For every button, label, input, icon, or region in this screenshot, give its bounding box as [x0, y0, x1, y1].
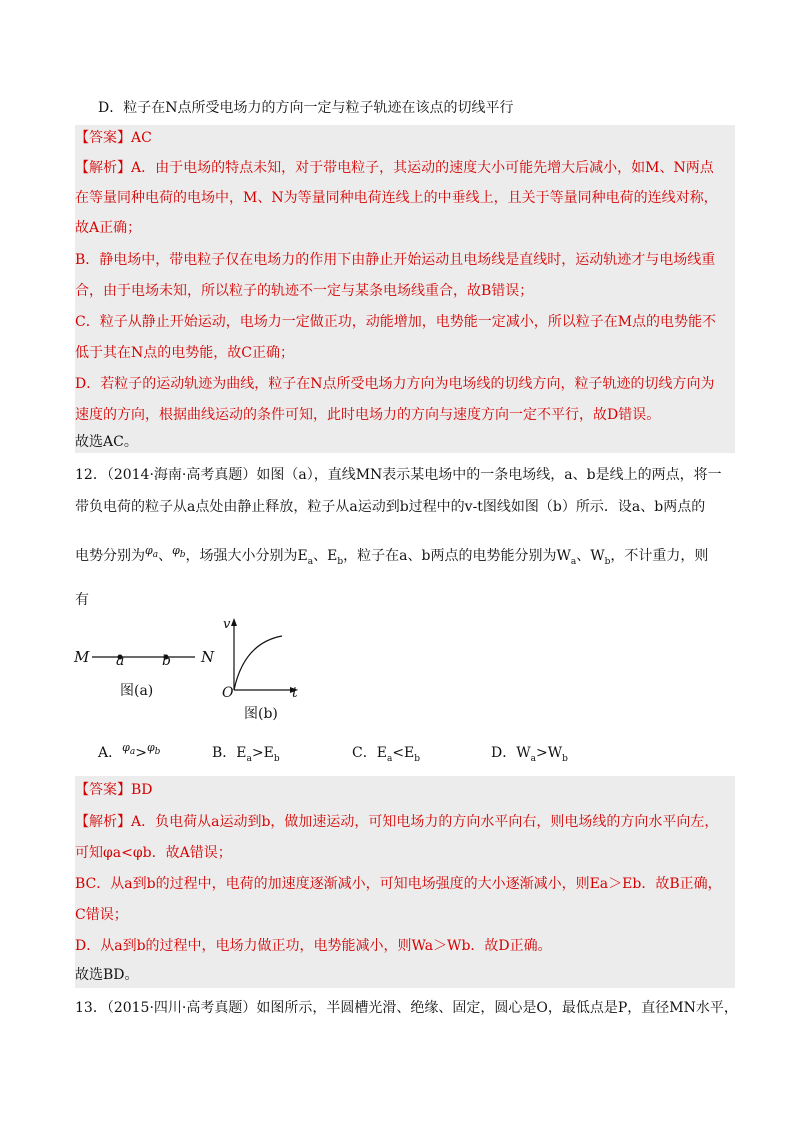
prev-analysis-line: 合，由于电场未知，所以粒子的轨迹不一定与某条电场线重合，故B错误；: [75, 283, 534, 299]
label-b: b: [162, 653, 171, 669]
option-c[interactable]: C．$E_a<E_b$: [352, 745, 421, 764]
prev-analysis-line: 【解析】A．由于电场的特点未知，对于带电粒子，其运动的速度大小可能先增大后减小，如M、N两点: [75, 160, 714, 176]
option-d[interactable]: D．$W_a>W_b$: [491, 745, 568, 764]
prev-analysis-line: 在等量同种电荷的电场中，M、N为等量同种电荷连线上的中垂线上，且关于等量同种电荷的连线对称，: [75, 190, 718, 206]
q12-stem-line: 电势分别为$^{\varphi a}$、$^{\varphi b}$，场强大小分别为$E_a$、$E_b$，粒子在a、b两点的电势能分别为$W_a$、$W_b$，不计重力，则: [75, 544, 709, 567]
prev-analysis-line: C．粒子从静止开始运动，电场力一定做正功，动能增加，电势能一定减小，所以粒子在M点的电势能不: [75, 314, 717, 330]
option-b[interactable]: B．$E_a>E_b$: [212, 745, 280, 764]
label-v: v: [223, 617, 231, 632]
prev-analysis-line: 故A正确；: [75, 220, 142, 236]
prev-analysis-line: 低于其在N点的电势能，故C正确；: [75, 345, 294, 361]
q12-analysis-line: 【解析】A．负电荷从a运动到b，做加速运动，可知电场力的方向水平向右，则电场线的方向水平向左，: [75, 814, 719, 830]
q12-analysis-line: BC．从a到b的过程中，电荷的加速度逐渐减小，可知电场强度的大小逐渐减小，则Ea＞Eb．故B正确，: [75, 876, 722, 892]
prev-option-d: D．粒子在N点所受电场力的方向一定与粒子轨迹在该点的切线平行: [98, 100, 514, 116]
prev-conclusion: 故选AC。: [75, 434, 138, 450]
prev-analysis-line: B．静电场中，带电粒子仅在电场力的作用下由静止开始运动且电场线是直线时，运动轨迹才与电场线重: [75, 252, 716, 268]
option-a[interactable]: A．$^{\varphi a}$>$^{\varphi b}$: [98, 741, 161, 761]
q12-answer: 【答案】BD: [75, 782, 153, 798]
q12-analysis-line: 可知φa<φb．故A错误；: [75, 845, 232, 861]
label-a: a: [116, 653, 125, 669]
q12-stem-line: 12．（2014·海南·高考真题）如图（a），直线MN表示某电场中的一条电场线，a、b是线上的两点，将一: [75, 467, 722, 483]
label-m: M: [74, 648, 90, 666]
figure-a: [70, 640, 220, 700]
label-o: O: [222, 685, 234, 701]
label-n: N: [201, 648, 215, 666]
figure-b-caption: 图(b): [244, 706, 278, 722]
q12-stem-line: 带负电荷的粒子从a点处由静止释放，粒子从a运动到b过程中的v-t图线如图（b）所示．设a、b两点的: [75, 499, 706, 515]
prev-analysis-line: 速度的方向，根据曲线运动的条件可知，此时电场力的方向与速度方向一定不平行，故D错误。: [75, 407, 661, 423]
q12-analysis-line: D．从a到b的过程中，电场力做正功，电势能减小，则Wa＞Wb．故D正确。: [75, 938, 552, 954]
figure-a-caption: 图(a): [120, 683, 154, 699]
label-t: t: [292, 685, 298, 701]
figure-b: [220, 615, 310, 725]
prev-analysis-line: D．若粒子的运动轨迹为曲线，粒子在N点所受电场力方向为电场线的切线方向，粒子轨迹的切线方向为: [75, 376, 715, 392]
phi-symbol: φ: [145, 544, 153, 557]
q12-analysis-line: C错误；: [75, 907, 128, 923]
phi-symbol: φ: [172, 544, 180, 557]
q13-stem-line: 13．（2015·四川·高考真题）如图所示，半圆槽光滑、绝缘、固定，圆心是O，最低点是P，直径MN水平，: [75, 1000, 738, 1016]
q12-stem-line: 有: [75, 592, 89, 608]
prev-answer: 【答案】AC: [75, 130, 152, 146]
q12-conclusion: 故选BD。: [75, 967, 139, 983]
